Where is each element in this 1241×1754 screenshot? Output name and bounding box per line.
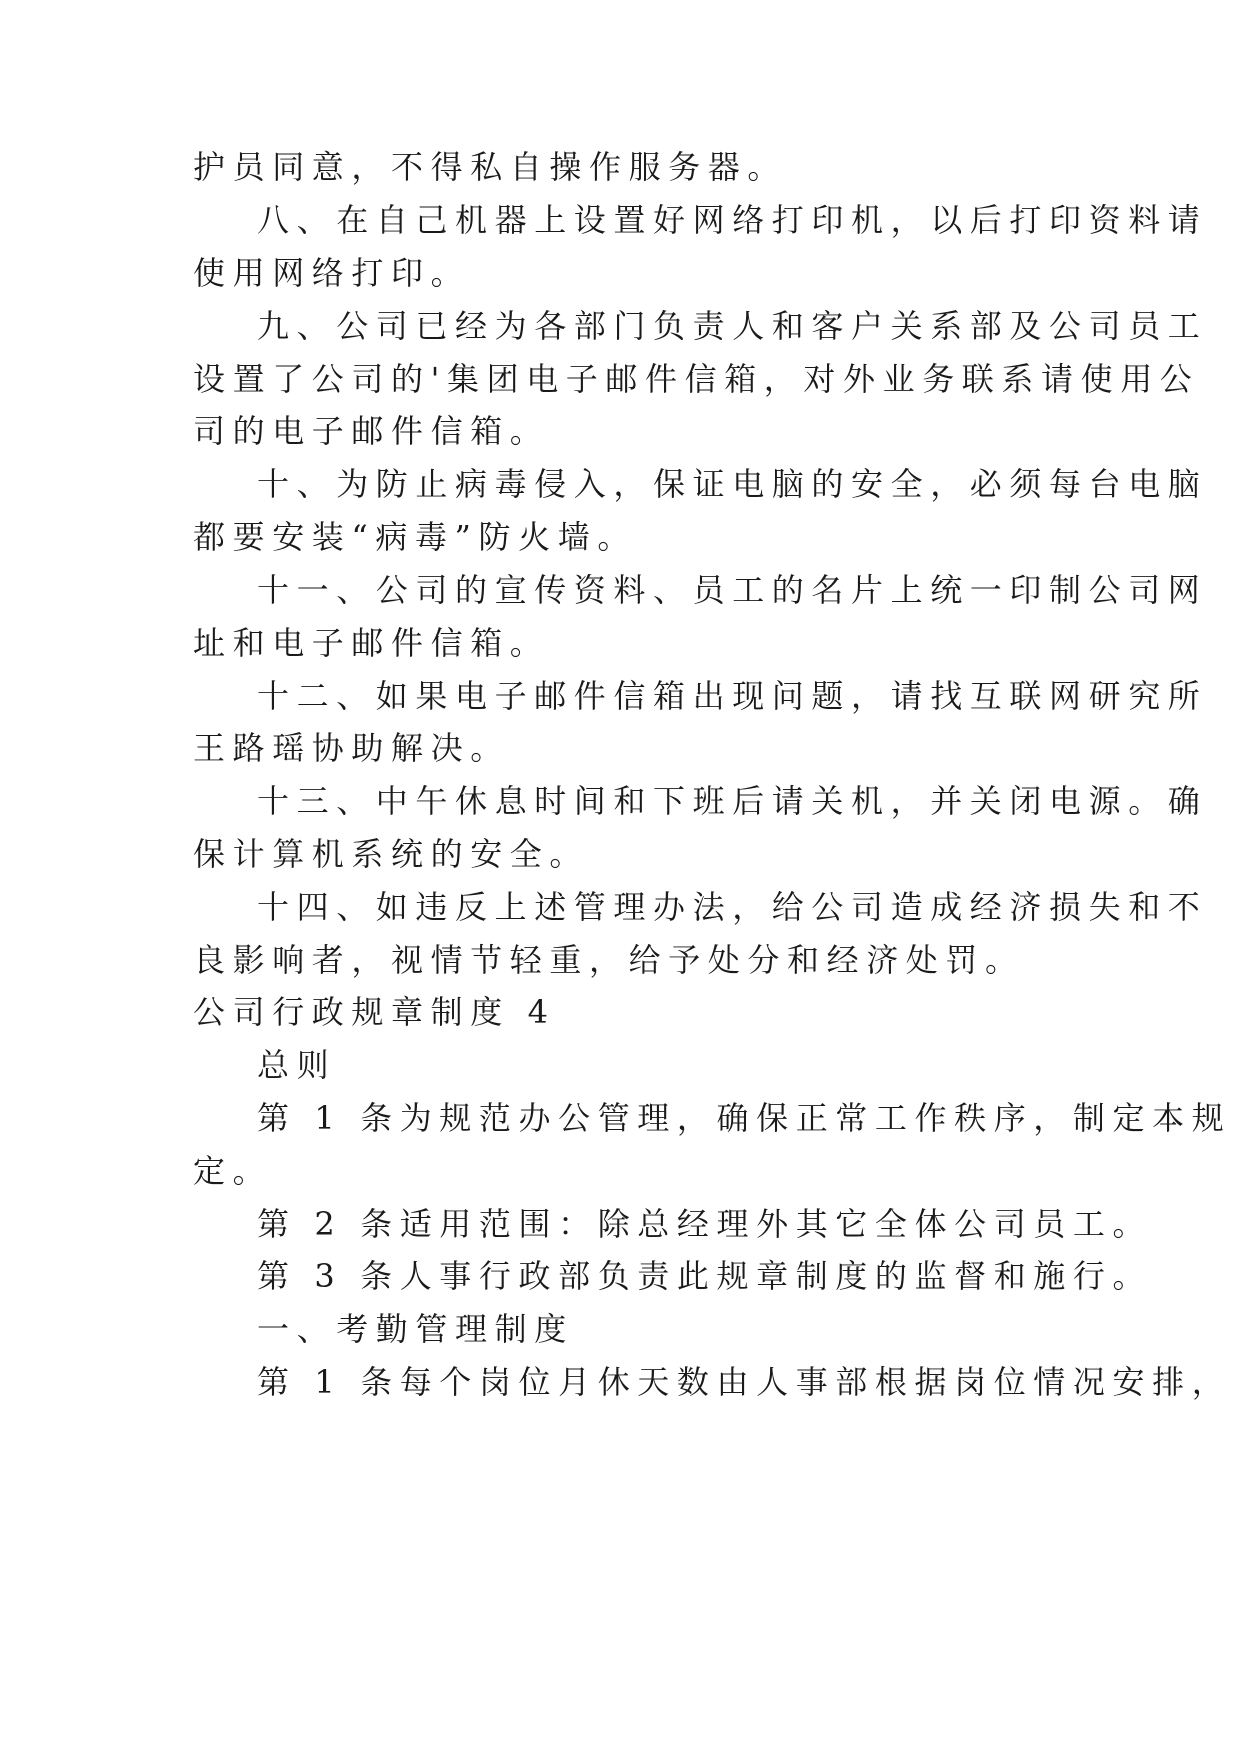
text-line: 总则 xyxy=(257,1046,337,1084)
text-line: 十四、如违反上述管理办法，给公司造成经济损失和不 xyxy=(257,888,1208,926)
text-line: 良影响者，视情节轻重，给予处分和经济处罚。 xyxy=(193,941,1025,979)
text-line: 使用网络打印。 xyxy=(193,254,471,292)
text-line: 一、考勤管理制度 xyxy=(257,1310,574,1348)
text-line: 九、公司已经为各部门负责人和客户关系部及公司员工 xyxy=(257,307,1208,345)
text-line: 王路瑶协助解决。 xyxy=(193,729,510,767)
text-line: 十二、如果电子邮件信箱出现问题，请找互联网研究所 xyxy=(257,677,1208,715)
text-line: 第 1 条为规范办公管理，确保正常工作秩序，制定本规 xyxy=(257,1099,1232,1137)
section-heading: 公司行政规章制度 4 xyxy=(193,993,556,1031)
text-line: 十、为防止病毒侵入，保证电脑的安全，必须每台电脑 xyxy=(257,465,1208,503)
text-line: 十三、中午休息时间和下班后请关机，并关闭电源。确 xyxy=(257,782,1208,820)
text-line: 第 1 条每个岗位月休天数由人事部根据岗位情况安排， xyxy=(257,1363,1232,1401)
text-line: 都要安装“病毒”防火墙。 xyxy=(193,518,637,556)
text-line: 第 2 条适用范围：除总经理外其它全体公司员工。 xyxy=(257,1205,1153,1243)
text-line: 八、在自己机器上设置好网络打印机，以后打印资料请 xyxy=(257,201,1208,239)
text-line: 址和电子邮件信箱。 xyxy=(193,624,550,662)
text-line: 定。 xyxy=(193,1152,273,1190)
text-line: 十一、公司的宣传资料、员工的名片上统一印制公司网 xyxy=(257,571,1208,609)
text-line: 第 3 条人事行政部负责此规章制度的监督和施行。 xyxy=(257,1257,1153,1295)
text-line: 司的电子邮件信箱。 xyxy=(193,412,550,450)
text-line: 护员同意，不得私自操作服务器。 xyxy=(193,148,788,186)
text-line: 保计算机系统的安全。 xyxy=(193,835,590,873)
text-line: 设置了公司的'集团电子邮件信箱，对外业务联系请使用公 xyxy=(193,360,1200,398)
